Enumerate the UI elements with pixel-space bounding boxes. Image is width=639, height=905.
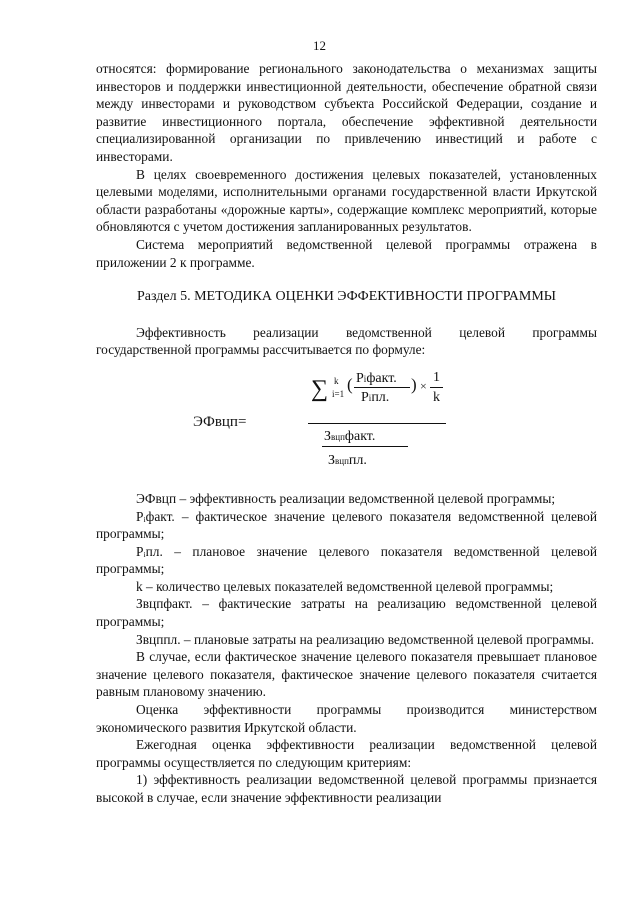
section-heading: Раздел 5. МЕТОДИКА ОЦЕНКИ ЭФФЕКТИВНОСТИ ПРОГРАММЫ — [136, 289, 556, 305]
definition: Звцпфакт. – фактические затраты на реализацию ведомственной целевой программы; — [96, 596, 597, 630]
paragraph: Оценка эффективности программы производится министерством экономического развития Иркутской области. — [96, 702, 597, 735]
page-number: 12 — [313, 38, 326, 53]
definition: Pᵢпл. – плановое значение целевого показателя ведомственной целевой программы; — [96, 543, 597, 577]
close-paren: ) — [411, 374, 417, 394]
paragraph: 1) эффективность реализации ведомственной целевой программы признается высокой в случае, если значение эффективности реализации — [96, 772, 597, 805]
definition: Pᵢфакт. – фактическое значение целевого показателя ведомственной целевой программы; — [96, 508, 597, 542]
paragraph: относятся: формирование регионального законодательства о механизмах защиты инвесторов и поддержки инвестиционной деятельности, обеспечение обратной связи между инвесторами и руководством субъекта Российской Федерации, создание и развитие инвестиционного портала, обеспечение эффективной деятельности специализированной организации по привлечению инвестиций и работе с инвесторами. — [96, 61, 597, 164]
definition: ЭФвцп – эффективность реализации ведомственной целевой программы; — [136, 490, 556, 506]
sum-upper-limit: k — [334, 375, 339, 386]
definition: k – количество целевых показателей ведомственной целевой программы; — [136, 578, 554, 594]
efficiency-formula — [96, 362, 597, 482]
numerator-one: 1 — [433, 369, 440, 385]
paragraph: В случае, если фактическое значение целевого показателя превышает плановое значение целевого показателя, фактическое значение целевого показателя считается равным плановому значению. — [96, 649, 597, 700]
paragraph: В целях своевременного достижения целевых показателей, установленных целевыми моделями, исполнительными органами государственной власти Иркутской области разработаны «дорожные карты», содержащие комплекс мероприятий, которые обновляются с учетом достижения запланированных результатов. — [96, 166, 597, 235]
open-paren: ( — [347, 374, 353, 394]
fraction-bar — [322, 446, 408, 447]
formula-intro: Эффективность реализации ведомственной целевой программы государственной программы рассчитывается по формуле: — [96, 324, 597, 358]
times-sign: × — [420, 378, 427, 393]
denominator-k: k — [433, 389, 440, 405]
z-fact: Звцпфакт. — [324, 428, 376, 444]
sum-lower-limit: i=1 — [332, 388, 345, 399]
paragraph: Система мероприятий ведомственной целевой программы отражена в приложении 2 к программе. — [96, 236, 597, 270]
paragraph: Ежегодная оценка эффективности реализации ведомственной целевой программы осуществляется по следующим критериям: — [96, 737, 597, 770]
fraction-bar — [430, 387, 443, 388]
sum-symbol: ∑ — [311, 375, 329, 402]
z-plan: Звцппл. — [328, 452, 367, 468]
p-fact: Piфакт. — [356, 370, 397, 386]
fraction-bar — [354, 387, 410, 388]
document-body — [96, 60, 597, 807]
main-fraction-bar — [308, 423, 446, 424]
formula-lhs: ЭФвцп= — [193, 413, 247, 430]
p-plan: Piпл. — [361, 389, 390, 405]
definition: Звцппл. – плановые затраты на реализацию ведомственной целевой программы. — [136, 631, 595, 647]
